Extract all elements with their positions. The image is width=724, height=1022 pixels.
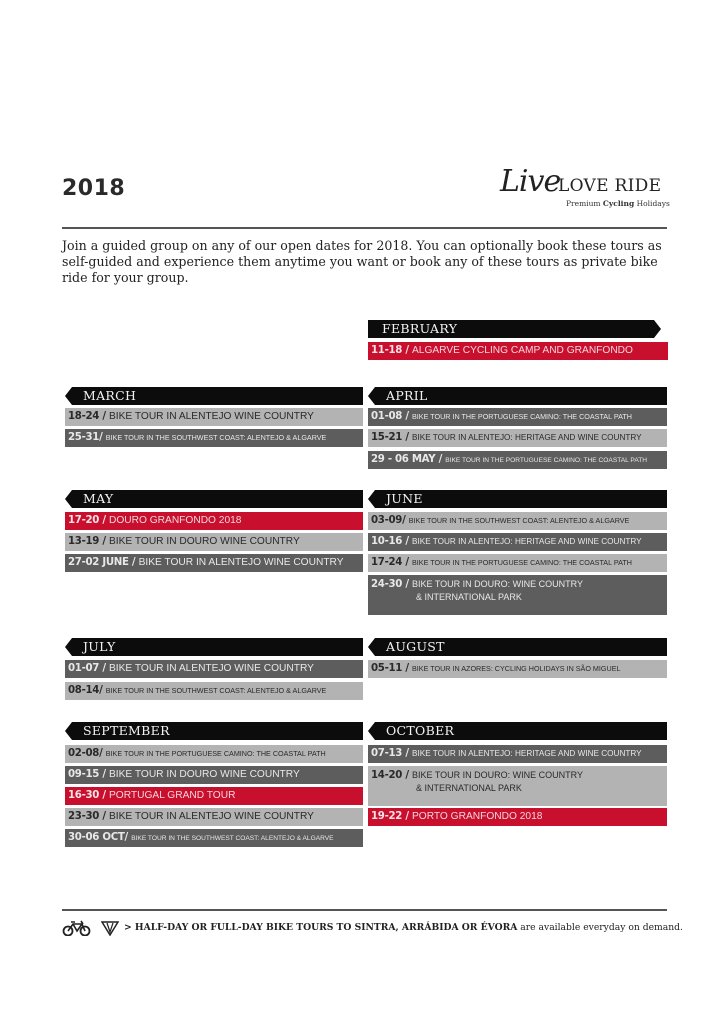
tour-row[interactable] [368, 512, 667, 530]
tour-row[interactable] [368, 660, 667, 678]
tour-title: BIKE TOUR IN THE SOUTHWEST COAST: ALENTEJO & ALGARVE [408, 516, 630, 525]
tour-dates: 17-20 / [68, 515, 109, 526]
intro-paragraph: Join a guided group on any of our open dates for 2018. You can optionally book these tours as self-guided and experience them anytime you want or book any of these tours as private bike ride for your group. [62, 238, 662, 285]
tour-row[interactable] [368, 808, 667, 826]
ribbon-notch [65, 722, 72, 740]
footer-note [62, 920, 682, 938]
tour-row[interactable] [65, 429, 363, 447]
shield-icon [101, 920, 119, 936]
tour-title: BIKE TOUR IN DOURO WINE COUNTRY [109, 536, 300, 547]
footer-text [124, 922, 683, 933]
ribbon-notch [654, 320, 661, 338]
month-header-may [65, 490, 363, 508]
tour-row[interactable] [368, 766, 667, 806]
tour-row[interactable] [65, 808, 363, 826]
footer-regular-text: are available everyday on demand. [517, 922, 683, 933]
tour-title: BIKE TOUR IN ALENTEJO WINE COUNTRY [109, 411, 314, 422]
tour-dates: 13-19 / [68, 536, 109, 547]
tour-title: BIKE TOUR IN THE PORTUGUESE CAMINO: THE COASTAL PATH [412, 412, 632, 421]
tour-dates: 01-07 / [68, 663, 109, 674]
tour-row[interactable] [65, 745, 363, 763]
tour-row[interactable] [368, 451, 667, 469]
ribbon-notch [65, 638, 72, 656]
tour-title-line2: & INTERNATIONAL PARK [416, 783, 522, 793]
logo-script: Live [500, 164, 561, 199]
tour-row[interactable] [65, 829, 363, 847]
tour-row[interactable] [65, 682, 363, 700]
tour-title: BIKE TOUR IN DOURO WINE COUNTRY [109, 769, 300, 780]
tour-dates: 23-30 / [68, 811, 109, 822]
tour-dates: 09-15 / [68, 769, 109, 780]
tour-dates: 01-08 / [371, 411, 412, 422]
tour-title: BIKE TOUR IN DOURO: WINE COUNTRY [412, 770, 584, 780]
footer-icons [62, 920, 119, 940]
tour-dates: 25-31/ [68, 432, 106, 443]
tour-dates: 11-18 / [371, 345, 412, 356]
tour-row[interactable] [368, 554, 667, 572]
tour-row[interactable] [65, 408, 363, 426]
logo-brand: LOVE RIDE [558, 176, 662, 196]
tour-dates: 15-21 / [371, 432, 412, 443]
tour-row[interactable] [65, 766, 363, 784]
header-divider [62, 227, 667, 229]
tour-dates: 16-30 / [68, 790, 109, 801]
ribbon-notch [368, 490, 375, 508]
month-header-february [368, 320, 661, 338]
tagline-post: Holidays [634, 199, 670, 208]
tour-dates: 08-14/ [68, 685, 106, 696]
month-header-july [65, 638, 363, 656]
month-header-march [65, 387, 363, 405]
tour-row[interactable] [368, 342, 668, 360]
tour-title: BIKE TOUR IN THE PORTUGUESE CAMINO: THE COASTAL PATH [412, 558, 632, 567]
tour-title: BIKE TOUR IN ALENTEJO WINE COUNTRY [109, 663, 314, 674]
footer-divider [62, 909, 667, 911]
tour-dates: 10-16 / [371, 536, 412, 547]
logo-tagline [566, 199, 670, 208]
month-label: OCTOBER [386, 723, 455, 738]
tour-row[interactable] [368, 408, 667, 426]
tour-row[interactable] [368, 429, 667, 447]
tour-dates: 18-24 / [68, 411, 109, 422]
tour-row[interactable] [65, 787, 363, 805]
tour-title: PORTUGAL GRAND TOUR [109, 790, 236, 801]
ribbon-notch [368, 387, 375, 405]
bicycle-icon [62, 920, 92, 936]
tour-title-line2: & INTERNATIONAL PARK [416, 592, 522, 602]
tour-title: BIKE TOUR IN ALENTEJO WINE COUNTRY [109, 811, 314, 822]
tour-row[interactable] [368, 533, 667, 551]
tour-title: BIKE TOUR IN THE SOUTHWEST COAST: ALENTEJO & ALGARVE [105, 686, 327, 695]
month-header-june [368, 490, 667, 508]
month-label: MAY [83, 491, 114, 506]
tour-title: BIKE TOUR IN THE SOUTHWEST COAST: ALENTEJO & ALGARVE [105, 433, 327, 442]
tour-row[interactable] [65, 512, 363, 530]
tour-title: BIKE TOUR IN THE PORTUGUESE CAMINO: THE COASTAL PATH [105, 749, 326, 758]
tour-title: BIKE TOUR IN ALENTEJO WINE COUNTRY [138, 557, 344, 568]
tour-dates: 17-24 / [371, 557, 412, 568]
month-header-april [368, 387, 667, 405]
tour-dates: 30-06 OCT/ [68, 832, 132, 843]
ribbon-notch [65, 490, 72, 508]
tour-title: BIKE TOUR IN THE SOUTHWEST COAST: ALENTEJO & ALGARVE [131, 835, 334, 842]
ribbon-notch [368, 638, 375, 656]
month-label: MARCH [83, 388, 137, 403]
tour-dates: 29 - 06 MAY / [371, 454, 446, 465]
live-love-ride-logo [500, 164, 672, 214]
tour-row[interactable] [65, 660, 363, 678]
tour-title: BIKE TOUR IN ALENTEJO: HERITAGE AND WINE COUNTRY [412, 749, 642, 758]
month-header-august [368, 638, 667, 656]
page-year-title: 2018 [62, 176, 126, 201]
tour-dates: 27-02 JUNE / [68, 557, 139, 568]
tour-title: BIKE TOUR IN ALENTEJO: HERITAGE AND WINE COUNTRY [412, 433, 642, 442]
tour-title: ALGARVE CYCLING CAMP AND GRANFONDO [412, 345, 633, 356]
month-label: JULY [83, 639, 116, 654]
tour-row[interactable] [368, 745, 667, 763]
month-label: SEPTEMBER [83, 723, 170, 738]
footer-bold-text: > HALF-DAY OR FULL-DAY BIKE TOURS TO SINTRA, ARRÁBIDA OR ÉVORA [124, 922, 518, 933]
ribbon-notch [65, 387, 72, 405]
tour-row[interactable] [65, 533, 363, 551]
tour-row[interactable] [368, 575, 667, 615]
tagline-bold: Cycling [602, 199, 635, 208]
tour-title: BIKE TOUR IN ALENTEJO: HERITAGE AND WINE COUNTRY [412, 537, 642, 546]
tour-dates: 07-13 / [371, 748, 412, 759]
tour-dates: 19-22 / [371, 811, 412, 822]
tour-title: BIKE TOUR IN THE PORTUGUESE CAMINO: THE COASTAL PATH [445, 457, 648, 464]
tagline-pre: Premium [566, 199, 603, 208]
month-label: FEBRUARY [382, 321, 458, 336]
tour-dates: 14-20 / [371, 770, 412, 781]
month-header-september [65, 722, 363, 740]
tour-title: PORTO GRANFONDO 2018 [412, 811, 543, 822]
tour-dates: 02-08/ [68, 748, 106, 759]
month-header-october [368, 722, 667, 740]
month-label: AUGUST [386, 639, 445, 654]
tour-row[interactable] [65, 554, 363, 572]
month-label: APRIL [386, 388, 428, 403]
tour-title: DOURO GRANFONDO 2018 [109, 515, 242, 526]
tour-title: BIKE TOUR IN AZORES: CYCLING HOLIDAYS IN SÃO MIGUEL [412, 664, 621, 673]
tour-title: BIKE TOUR IN DOURO: WINE COUNTRY [412, 579, 584, 589]
month-label: JUNE [386, 491, 423, 506]
tour-dates: 03-09/ [371, 515, 409, 526]
tour-dates: 05-11 / [371, 663, 412, 674]
tour-dates: 24-30 / [371, 579, 412, 590]
ribbon-notch [368, 722, 375, 740]
